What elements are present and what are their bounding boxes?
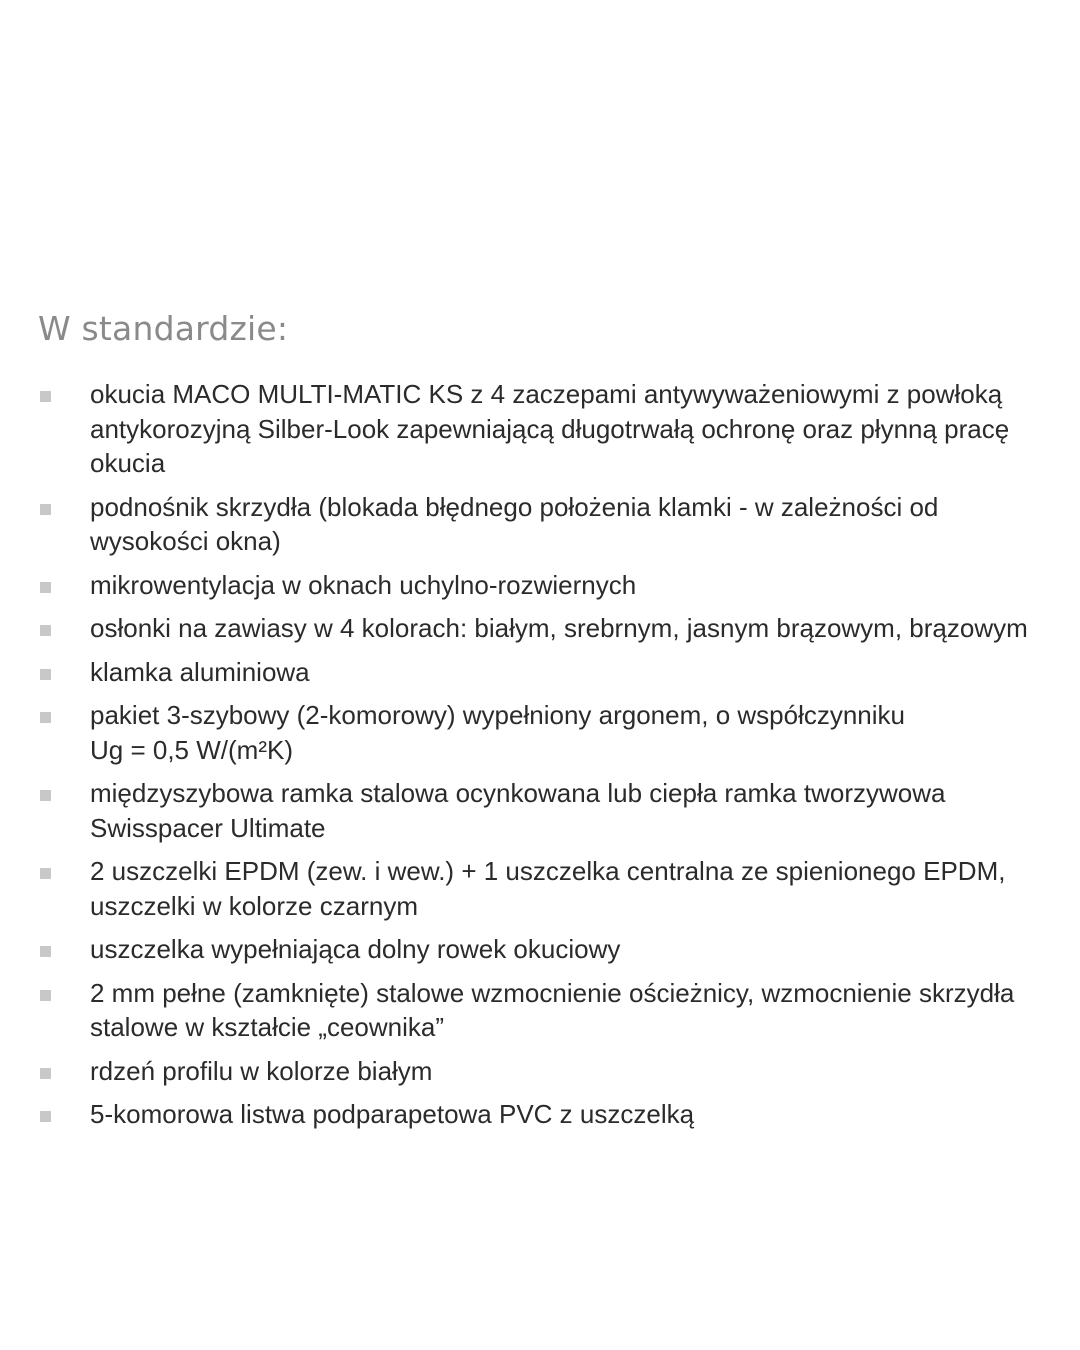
- square-bullet-icon: [40, 790, 51, 801]
- list-item: [38, 932, 1058, 967]
- list-item-text-line: antykorozyjną Silber-Look zapewniającą długotrwałą ochronę oraz płynną pracę: [90, 413, 1010, 444]
- list-item: [38, 776, 1058, 845]
- list-item-text-line: rdzeń profilu w kolorze białym: [90, 1055, 433, 1086]
- list-item-text-line: 5-komorowa listwa podparapetowa PVC z uszczelką: [90, 1099, 695, 1129]
- square-bullet-icon: [40, 868, 51, 879]
- square-bullet-icon: [40, 946, 51, 957]
- list-item-text-line: mikrowentylacja w oknach uchylno-rozwiernych: [90, 569, 637, 600]
- list-item-text-line: pakiet 3-szybowy (2-komorowy) wypełniony argonem, o współczynniku: [90, 700, 906, 730]
- list-item-text-line: Ug = 0,5 W/(m²K): [90, 734, 293, 765]
- feature-list: [38, 377, 1058, 1132]
- list-item: [38, 611, 1058, 646]
- content: [38, 307, 1058, 1141]
- list-item: [38, 854, 1058, 923]
- list-item-text-line: uszczelki w kolorze czarnym: [90, 890, 418, 921]
- list-item-text-line: 2 mm pełne (zamknięte) stalowe wzmocnienie ościeżnicy, wzmocnienie skrzydła: [90, 977, 1015, 1008]
- square-bullet-icon: [40, 712, 51, 723]
- list-item-text-line: wysokości okna): [90, 526, 281, 556]
- list-item-text-line: okucia MACO MULTI-MATIC KS z 4 zaczepami antywyważeniowymi z powłoką: [90, 379, 1003, 409]
- list-item-text-line: międzyszybowa ramka stalowa ocynkowana lub ciepła ramka tworzywowa: [90, 778, 946, 808]
- square-bullet-icon: [40, 582, 51, 593]
- square-bullet-icon: [40, 669, 51, 680]
- list-item-text-line: okucia: [90, 448, 166, 478]
- list-item-text-line: Swisspacer Ultimate: [90, 812, 326, 843]
- square-bullet-icon: [40, 504, 51, 515]
- section-heading: W standardzie:: [38, 309, 289, 348]
- list-item-text-line: osłonki na zawiasy w 4 kolorach: białym, srebrnym, jasnym brązowym, brązowym: [90, 613, 1028, 643]
- list-item: [38, 568, 1058, 603]
- list-item: [38, 1054, 1058, 1089]
- square-bullet-icon: [40, 625, 51, 636]
- list-item-text-line: stalowe w kształcie „ceownika”: [90, 1012, 445, 1042]
- list-item: [38, 377, 1058, 481]
- list-item: [38, 490, 1058, 559]
- square-bullet-icon: [40, 391, 51, 402]
- square-bullet-icon: [40, 1068, 51, 1079]
- square-bullet-icon: [40, 990, 51, 1001]
- list-item: [38, 1097, 1058, 1132]
- list-item-text-line: uszczelka wypełniająca dolny rowek okuciowy: [90, 934, 621, 964]
- square-bullet-icon: [40, 1111, 51, 1122]
- list-item-text-line: klamka aluminiowa: [90, 656, 310, 687]
- list-item: [38, 976, 1058, 1045]
- list-item-text-line: 2 uszczelki EPDM (zew. i wew.) + 1 uszczelka centralna ze spienionego EPDM,: [90, 856, 1006, 886]
- list-item-text-line: podnośnik skrzydła (blokada błędnego położenia klamki - w zależności od: [90, 491, 939, 522]
- list-item: [38, 698, 1058, 767]
- list-item: [38, 655, 1058, 690]
